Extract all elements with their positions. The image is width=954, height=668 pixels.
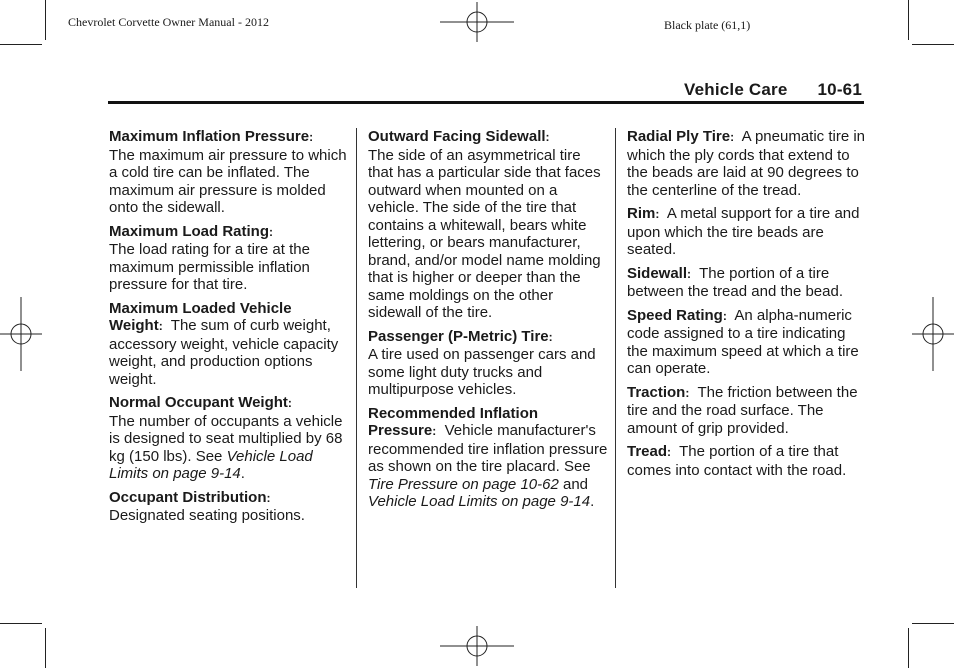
cross-reference-link[interactable]: Vehicle Load Limits on page 9-14 xyxy=(109,447,313,482)
glossary-entry: Recommended Inflation Pressure: Vehicle manufacturer's recommended tire inflation pressure as shown on the tire placard. See Tire Pressure on page 10-62 and Vehicle Load Limits on page 9-14. xyxy=(368,404,608,510)
glossary-entry: Tread: The portion of a tire that comes into contact with the road. xyxy=(627,443,847,479)
glossary-entry: Normal Occupant Weight: The number of occupants a vehicle is designed to seat multiplied by 68 kg (150 lbs). See Vehicle Load Limits on page 9-14. xyxy=(109,394,343,482)
crop-mark xyxy=(912,44,954,45)
glossary-term: Occupant Distribution xyxy=(109,488,267,506)
running-head xyxy=(684,80,862,100)
glossary-entry: Maximum Load Rating: The load rating for a tire at the maximum permissible inflation pressure for that tire. xyxy=(109,222,310,293)
header-rule xyxy=(108,101,864,104)
glossary-term: Passenger (P-Metric) Tire xyxy=(368,327,549,345)
glossary-entry: Traction: The friction between the tire and the road surface. The amount of grip provided. xyxy=(627,383,858,437)
crop-mark xyxy=(45,0,46,40)
registration-mark-icon xyxy=(0,297,42,371)
glossary-entry: Radial Ply Tire: A pneumatic tire in which the ply cords that extend to the beads are laid at 90 degrees to the centerline of the tread. xyxy=(627,128,866,199)
glossary-term: Maximum Inflation Pressure xyxy=(109,128,310,145)
column-3 xyxy=(627,128,867,485)
glossary-definition: Vehicle manufacturer's recommended tire inflation pressure as shown on the tire placard. See xyxy=(368,422,608,475)
glossary-entry: Outward Facing Sidewall: The side of an asymmetrical tire that has a particular side that faces outward when mounted on a vehicle. The side of the tire that contains a whitewall, bears white lettering, or bears manufacturer, brand, and/or model name molding that is higher or deeper than the same moldings on the other sidewall of the tire. xyxy=(368,128,601,321)
crop-mark xyxy=(45,628,46,668)
glossary-term: Sidewall xyxy=(627,264,688,282)
glossary-definition: A metal support for a tire and upon which the tire beads are seated. xyxy=(627,205,860,258)
glossary-definition: A pneumatic tire in which the ply cords that extend to the beads are laid at 90 degrees to the centerline of the tread. xyxy=(627,128,866,199)
registration-mark-icon xyxy=(440,2,514,42)
cross-reference-link[interactable]: Vehicle Load Limits on page 9-14 xyxy=(368,493,591,510)
column-divider xyxy=(615,128,616,588)
glossary-definition: The number of occupants a vehicle is designed to seat multiplied by 68 kg (150 lbs). See xyxy=(109,412,343,465)
glossary-term: Maximum Loaded Vehicle Weight xyxy=(109,299,292,334)
glossary-definition: The sum of curb weight, accessory weight, vehicle capacity weight, and production options weight. xyxy=(109,317,339,388)
cross-reference-link[interactable]: Tire Pressure on page 10-62 xyxy=(368,475,559,493)
crop-mark xyxy=(912,623,954,624)
glossary-term: Traction xyxy=(627,383,686,401)
glossary-definition: The friction between the tire and the road surface. The amount of grip provided. xyxy=(627,383,858,437)
glossary-entry: Sidewall: The portion of a tire between the tread and the bead. xyxy=(627,264,844,300)
glossary-entry: Maximum Loaded Vehicle Weight: The sum of curb weight, accessory weight, vehicle capacity weight, and production options weight. xyxy=(109,299,339,388)
glossary-entry: Passenger (P-Metric) Tire: A tire used on passenger cars and some light duty trucks and multipurpose vehicles. xyxy=(368,327,596,398)
glossary-term: Radial Ply Tire xyxy=(627,128,731,145)
crop-mark xyxy=(0,44,42,45)
crop-mark xyxy=(908,628,909,668)
column-1 xyxy=(109,128,349,531)
glossary-definition: The portion of a tire that comes into contact with the road. xyxy=(627,443,847,479)
glossary-definition: The portion of a tire between the tread and the bead. xyxy=(627,264,844,300)
glossary-entry: Maximum Inflation Pressure: The maximum air pressure to which a cold tire can be inflated. The maximum air pressure is molded onto the sidewall. xyxy=(109,128,347,216)
crop-mark xyxy=(0,623,42,624)
column-2 xyxy=(368,128,608,517)
print-header-title: Chevrolet Corvette Owner Manual - 2012 xyxy=(68,15,269,29)
glossary-definition: The load rating for a tire at the maximum permissible inflation pressure for that tire. xyxy=(109,241,310,293)
registration-mark-icon xyxy=(912,297,954,371)
section-title: Vehicle Care xyxy=(683,80,788,99)
glossary-definition: The maximum air pressure to which a cold tire can be inflated. The maximum air pressure is molded onto the sidewall. xyxy=(109,146,347,216)
glossary-term: Speed Rating xyxy=(627,306,723,324)
glossary-entry: Rim: A metal support for a tire and upon which the tire beads are seated. xyxy=(627,205,860,258)
glossary-entry: Occupant Distribution: Designated seating positions. xyxy=(109,488,305,524)
crop-mark xyxy=(908,0,909,40)
glossary-definition: A tire used on passenger cars and some light duty trucks and multipurpose vehicles. xyxy=(368,346,596,398)
glossary-definition: Designated seating positions. xyxy=(109,507,305,524)
registration-mark-icon xyxy=(440,626,514,666)
page-number: 10-61 xyxy=(817,80,862,99)
column-divider xyxy=(356,128,357,588)
glossary-term: Normal Occupant Weight xyxy=(109,394,288,411)
glossary-term: Rim xyxy=(627,205,656,222)
glossary-term: Tread xyxy=(627,443,668,460)
glossary-definition: An alpha-numeric code assigned to a tire indicating the maximum speed at which a tire can operate. xyxy=(627,306,859,377)
glossary-definition: The side of an asymmetrical tire that has a particular side that faces outward when mounted on a vehicle. The side of the tire that contains a whitewall, bears white lettering, or bears manufacturer, brand, and/or model name molding that is higher or deeper than the same moldings on the other sidewall of the tire. xyxy=(368,146,601,321)
glossary-term: Maximum Load Rating xyxy=(109,222,270,240)
glossary-term: Recommended Inflation Pressure xyxy=(368,404,539,439)
glossary-term: Outward Facing Sidewall xyxy=(368,128,546,145)
glossary-entry: Speed Rating: An alpha-numeric code assigned to a tire indicating the maximum speed at which a tire can operate. xyxy=(627,306,859,377)
print-header-plate: Black plate (61,1) xyxy=(664,18,751,32)
